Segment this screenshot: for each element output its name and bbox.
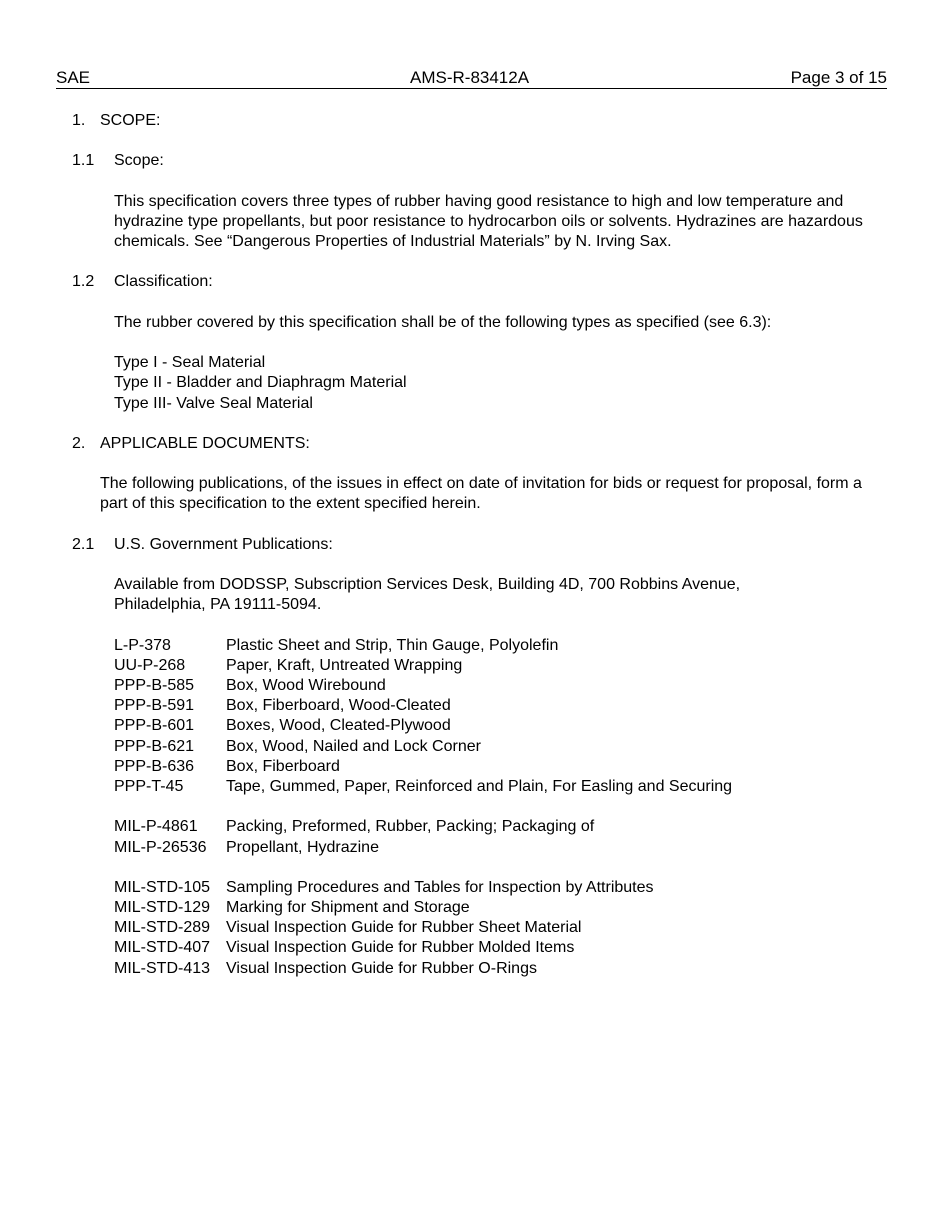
reference-description: Marking for Shipment and Storage [226,899,470,916]
section-2-1-body: Available from DODSSP, Subscription Services Desk, Building 4D, 700 Robbins Avenue, Philadelphia, PA 19111-5094. [114,576,741,614]
type-item: Type II - Bladder and Diaphragm Material [114,374,407,391]
section-number: 2. [72,435,86,452]
document-number: AMS-R-83412A [410,68,530,87]
section-title: Scope: [114,152,164,169]
section-title: U.S. Government Publications: [114,536,333,553]
section-number: 1.1 [72,152,95,169]
reference-description: Visual Inspection Guide for Rubber O-Rings [226,960,537,977]
reference-description: Box, Fiberboard, Wood-Cleated [226,697,451,714]
reference-description: Box, Wood, Nailed and Lock Corner [226,738,481,755]
reference-description: Box, Fiberboard [226,758,340,775]
reference-code: PPP-T-45 [114,778,184,795]
type-item: Type III- Valve Seal Material [114,395,313,412]
reference-code: MIL-STD-407 [114,939,211,956]
reference-code: MIL-STD-289 [114,919,211,936]
org-name: SAE [56,68,91,87]
section-title: SCOPE: [100,112,161,129]
reference-description: Visual Inspection Guide for Rubber Sheet Material [226,919,582,936]
reference-code: MIL-STD-105 [114,879,211,896]
reference-code: PPP-B-585 [114,677,195,694]
reference-description: Tape, Gummed, Paper, Reinforced and Plain, For Easling and Securing [226,778,733,795]
reference-description: Visual Inspection Guide for Rubber Molded Items [226,939,575,956]
reference-code: L-P-378 [114,637,171,654]
section-title: Classification: [114,273,213,290]
reference-code: PPP-B-591 [114,697,195,714]
section-2-body: The following publications, of the issues in effect on date of invitation for bids or request for proposal, form a part of this specification to the extent specified herein. [100,475,862,513]
reference-description: Packing, Preformed, Rubber, Packing; Packaging of [226,818,595,835]
section-1-2-body: The rubber covered by this specification shall be of the following types as specified (see 6.3): [114,314,772,331]
section-title: APPLICABLE DOCUMENTS: [100,435,310,452]
type-item: Type I - Seal Material [114,354,266,371]
reference-code: PPP-B-601 [114,717,195,734]
reference-code: PPP-B-636 [114,758,195,775]
reference-description: Paper, Kraft, Untreated Wrapping [226,657,463,674]
reference-code: UU-P-268 [114,657,186,674]
page-number: Page 3 of 15 [790,68,887,87]
reference-description: Box, Wood Wirebound [226,677,386,694]
reference-description: Boxes, Wood, Cleated-Plywood [226,717,451,734]
reference-code: MIL-STD-413 [114,960,211,977]
section-number: 2.1 [72,536,95,553]
section-1-1-body: This specification covers three types of rubber having good resistance to high and low temperature and hydrazine type propellants, but poor resistance to hydrocarbon oils or solvents. Hydrazines are hazardous chemicals. See “Dangerous Properties of Industrial Materials” by N. Irving Sax. [114,193,863,251]
reference-code: PPP-B-621 [114,738,195,755]
reference-code: MIL-STD-129 [114,899,211,916]
reference-description: Sampling Procedures and Tables for Inspection by Attributes [226,879,654,896]
reference-description: Propellant, Hydrazine [226,839,379,856]
reference-description: Plastic Sheet and Strip, Thin Gauge, Polyolefin [226,637,559,654]
section-number: 1. [72,112,86,129]
reference-code: MIL-P-4861 [114,818,198,835]
reference-code: MIL-P-26536 [114,839,207,856]
section-number: 1.2 [72,273,95,290]
page-header [56,68,887,89]
